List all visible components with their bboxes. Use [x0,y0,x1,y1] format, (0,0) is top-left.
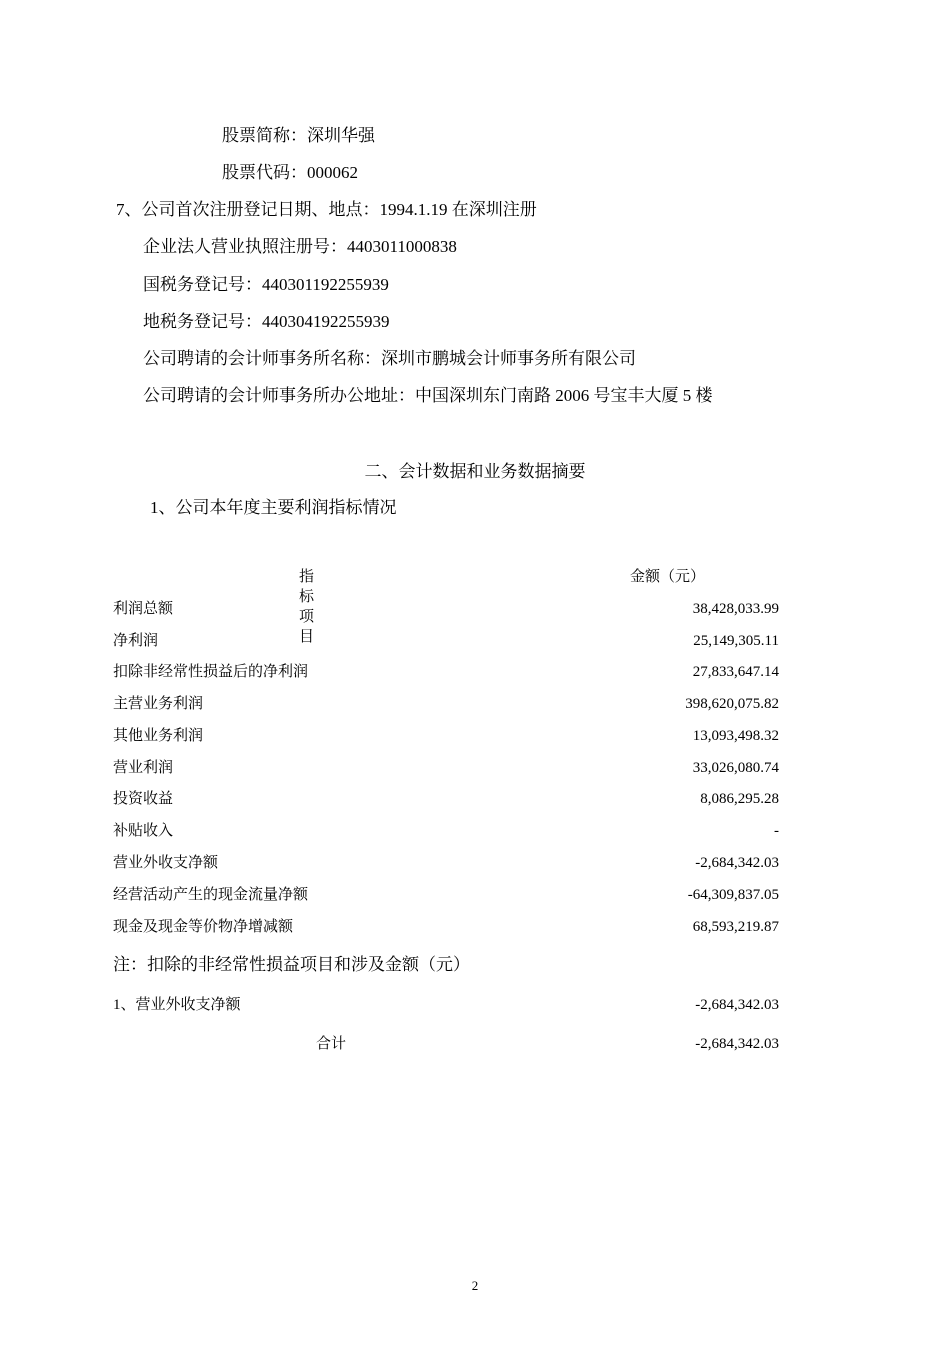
table-row [113,631,779,651]
row-label: 现金及现金等价物净增减额 [113,919,294,935]
row-label: 投资收益 [113,791,174,807]
business-license-number: 企业法人营业执照注册号：4403011000838 [143,237,457,256]
row-value: -64,309,837.05 [687,887,779,903]
row-value: 68,593,219.87 [692,919,779,935]
table-row [113,995,779,1015]
row-value: 398,620,075.82 [685,696,779,712]
table-row [113,758,779,778]
row-value: -2,684,342.03 [695,997,779,1013]
row-value: 33,026,080.74 [692,760,779,776]
row-label: 营业外收支净额 [113,855,219,871]
row-label: 主营业务利润 [113,696,204,712]
row-label: 1、营业外收支净额 [113,997,241,1013]
row-label: 补贴收入 [113,823,174,839]
total-row [113,1034,779,1054]
row-value: -2,684,342.03 [695,855,779,871]
table-row [113,599,779,619]
table-row [113,789,779,809]
section-subheading: 1、公司本年度主要利润指标情况 [150,498,397,517]
row-value: 38,428,033.99 [692,601,779,617]
row-label: 净利润 [113,633,159,649]
registration-date-place: 7、公司首次注册登记日期、地点：1994.1.19 在深圳注册 [116,200,537,219]
section-heading: 二、会计数据和业务数据摘要 [364,462,586,481]
row-value: 25,149,305.11 [693,633,779,649]
table-row [113,821,779,841]
row-label: 其他业务利润 [113,728,204,744]
row-value: - [774,823,779,839]
stock-short-name: 股票简称：深圳华强 [222,126,375,145]
table-row [113,694,779,714]
national-tax-number: 国税务登记号：440301192255939 [143,275,389,294]
row-label: 营业利润 [113,760,174,776]
table-row [113,662,779,682]
row-label: 扣除非经常性损益后的净利润 [113,664,309,680]
header-amount: 金额（元） [630,569,706,585]
stock-code: 股票代码：000062 [222,163,358,182]
local-tax-number: 地税务登记号：440304192255939 [143,312,390,331]
table-row [113,885,779,905]
row-value: 13,093,498.32 [692,728,779,744]
row-label: 利润总额 [113,601,174,617]
table-row [113,726,779,746]
total-label: 合计 [316,1036,347,1052]
row-label: 经营活动产生的现金流量净额 [113,887,309,903]
table-header: 指标项目 金额（元） [299,569,706,645]
total-value: -2,684,342.03 [695,1036,779,1052]
accountant-firm-name: 公司聘请的会计师事务所名称：深圳市鹏城会计师事务所有限公司 [143,349,636,368]
note-title: 注：扣除的非经常性损益项目和涉及金额（元） [113,955,470,974]
row-value: 27,833,647.14 [692,664,779,680]
row-value: 8,086,295.28 [700,791,779,807]
page-number: 2 [471,1278,479,1293]
table-row [113,853,779,873]
table-row [113,917,779,937]
accountant-firm-address: 公司聘请的会计师事务所办公地址：中国深圳东门南路 2006 号宝丰大厦 5 楼 [143,386,713,405]
